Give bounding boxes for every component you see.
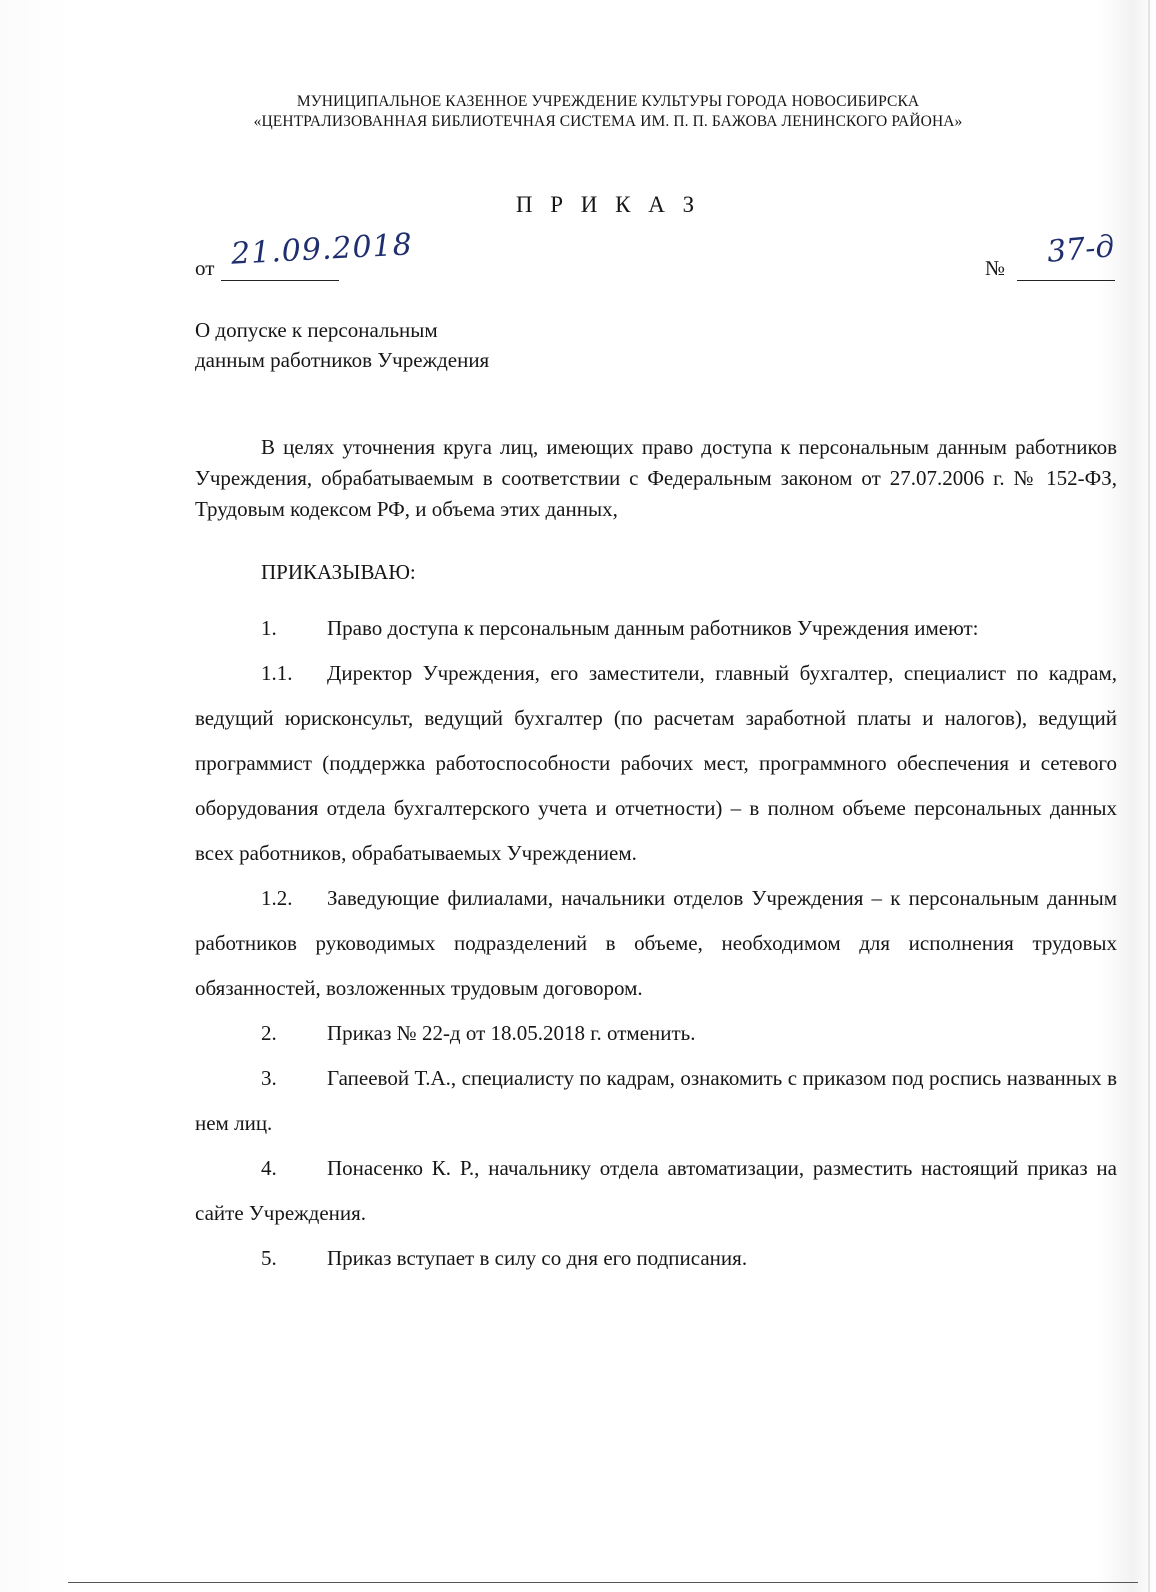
org-line-2: «ЦЕНТРАЛИЗОВАННАЯ БИБЛИОТЕЧНАЯ СИСТЕМА ИМ. П. П. БАЖОВА ЛЕНИНСКОГО РАЙОНА» [253,113,963,130]
preamble: В целях уточнения круга лиц, имеющих право доступа к персональным данным работников Учреждения, обрабатываемым в соответствии с Федеральным законом от 27.07.2006 г. № 152-ФЗ, Трудовым кодексом РФ, и объема этих данных, [195,435,1117,521]
item-text: Приказ вступает в силу со дня его подписания. [327,1246,748,1270]
order-word: ПРИКАЗЫВАЮ: [261,560,416,584]
item-text: Понасенко К. Р., начальнику отдела автоматизации, разместить настоящий приказ на сайте Учреждения. [195,1156,1117,1225]
scan-edge [1148,0,1150,1592]
list-item [195,876,1117,1011]
list-item [195,1146,1117,1236]
list-item [195,1236,1117,1281]
item-number: 1.2. [261,886,293,910]
item-text: Приказ № 22-д от 18.05.2018 г. отменить. [327,1021,696,1045]
item-text: Право доступа к персональным данным работников Учреждения имеют: [327,616,979,640]
list-item [195,1011,1117,1056]
item-text: Заведующие филиалами, начальники отделов Учреждения – к персональным данным работников руководимых подразделений в объеме, необходимом для исполнения трудовых обязанностей, возложенных трудовым договором. [195,886,1117,1000]
number-handwritten: 37-д [1045,229,1116,270]
page-bottom-rule [68,1582,1138,1583]
list-item [195,606,1117,651]
number-label: № [985,256,1006,280]
item-number: 5. [261,1246,277,1270]
item-text: Директор Учреждения, его заместители, главный бухгалтер, специалист по кадрам, ведущий юрисконсульт, ведущий бухгалтер (по расчетам заработной платы и налогов), ведущий программист (поддержка работоспособности рабочих мест, программного обеспечения и сетевого оборудования отдела бухгалтерского учета и отчетности) – в полном объеме персональных данных всех работников, обрабатываемых Учреждением. [195,661,1117,865]
date-label: от [195,256,215,280]
list-item [195,1056,1117,1146]
number-underline [1017,280,1115,281]
org-line-1: МУНИЦИПАЛЬНОЕ КАЗЕННОЕ УЧРЕЖДЕНИЕ КУЛЬТУРЫ ГОРОДА НОВОСИБИРСКА [296,93,920,110]
date-underline [221,280,339,281]
item-number: 1.1. [261,661,293,685]
subject-line-1: О допуске к персональным [195,318,438,342]
item-text: Гапеевой Т.А., специалисту по кадрам, ознакомить с приказом под роспись названных в нем лиц. [195,1066,1117,1135]
order-items [195,606,1117,1281]
list-item [195,651,1117,876]
item-number: 1. [261,616,277,640]
item-number: 3. [261,1066,277,1090]
date-handwritten: 21.09.2018 [230,227,414,272]
organization-header [0,92,1156,132]
order-subject [195,315,489,375]
document-title: П Р И К А З [515,192,701,217]
subject-line-2: данным работников Учреждения [195,348,490,372]
item-number: 4. [261,1156,277,1180]
item-number: 2. [261,1021,277,1045]
order-body [195,432,1117,1281]
date-number-row [195,227,1120,282]
